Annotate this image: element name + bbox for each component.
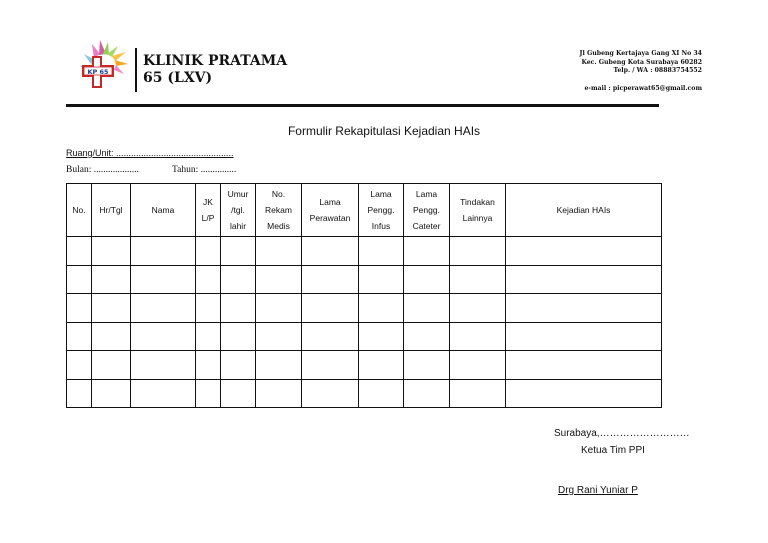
column-header-line: Umur	[227, 189, 249, 199]
table-cell[interactable]	[92, 351, 131, 380]
table-cell[interactable]	[196, 322, 221, 351]
table-cell[interactable]	[302, 351, 359, 380]
column-header	[92, 184, 131, 237]
column-header	[131, 184, 196, 237]
column-header-line: lahir	[229, 221, 247, 231]
column-header-line: Perawatan	[309, 213, 351, 223]
table-cell[interactable]	[131, 294, 196, 323]
table-cell[interactable]	[196, 265, 221, 294]
table-cell[interactable]	[450, 322, 506, 351]
table-cell[interactable]	[67, 265, 92, 294]
column-header-line: No.	[271, 189, 286, 199]
table-cell[interactable]	[196, 294, 221, 323]
address-city: Kec. Gubeng Kota Surabaya 60282	[581, 58, 702, 66]
column-header-line: Pengg.	[367, 205, 395, 215]
tahun-field[interactable]: Tahun: ...............	[172, 165, 237, 175]
table-cell[interactable]	[256, 265, 302, 294]
table-cell[interactable]	[359, 294, 404, 323]
bulan-field[interactable]: Bulan: ...................	[66, 165, 139, 175]
table-cell[interactable]	[256, 237, 302, 266]
table-cell[interactable]	[506, 294, 662, 323]
table-row	[67, 322, 662, 351]
column-header-line: Kejadian HAIs	[556, 205, 611, 215]
table-cell[interactable]	[256, 322, 302, 351]
column-header	[506, 184, 662, 237]
column-header	[302, 184, 359, 237]
clinic-name-line2: 65 (LXV)	[143, 70, 213, 86]
table-cell[interactable]	[92, 237, 131, 266]
column-header-line: L/P	[201, 213, 215, 223]
column-header-line: Rekam	[265, 205, 292, 215]
address-phone: Telp. / WA : 08883754552	[613, 67, 702, 74]
header-rule	[66, 104, 659, 107]
table-cell[interactable]	[359, 322, 404, 351]
column-header-line: Medis	[267, 221, 290, 231]
table-cell[interactable]	[92, 265, 131, 294]
table-cell[interactable]	[131, 322, 196, 351]
table-cell[interactable]	[221, 237, 256, 266]
table-cell[interactable]	[67, 294, 92, 323]
table-cell[interactable]	[450, 294, 506, 323]
table-cell[interactable]	[221, 351, 256, 380]
table-row	[67, 379, 662, 408]
table-cell[interactable]	[92, 379, 131, 408]
table-cell[interactable]	[506, 379, 662, 408]
column-header-line: Hr/Tgl	[99, 205, 123, 215]
table-cell[interactable]	[302, 237, 359, 266]
table-cell[interactable]	[221, 322, 256, 351]
table-cell[interactable]	[450, 351, 506, 380]
table-cell[interactable]	[131, 351, 196, 380]
table-cell[interactable]	[506, 237, 662, 266]
table-cell[interactable]	[67, 351, 92, 380]
table-cell[interactable]	[359, 379, 404, 408]
column-header-line: JK	[203, 197, 213, 207]
table-cell[interactable]	[131, 379, 196, 408]
column-header-line: Lama	[370, 189, 392, 199]
table-cell[interactable]	[404, 265, 450, 294]
table-cell[interactable]	[67, 237, 92, 266]
column-header-line: Infus	[371, 221, 391, 231]
signature-title: Ketua Tim PPI	[581, 445, 645, 456]
column-header	[450, 184, 506, 237]
svg-text:KP 65: KP 65	[87, 68, 109, 76]
signature-place-date: Surabaya,………………………	[554, 428, 690, 439]
signature-name: Drg Rani Yuniar P	[558, 485, 638, 496]
column-header-line: /tgl.	[231, 205, 245, 215]
table-cell[interactable]	[302, 265, 359, 294]
address-street: Jl Gubeng Kertajaya Gang XI No 34	[579, 50, 702, 57]
table-cell[interactable]	[256, 379, 302, 408]
clinic-name-line1: KLINIK PRATAMA	[143, 53, 288, 69]
table-cell[interactable]	[450, 379, 506, 408]
column-header-line: Lainnya	[462, 213, 493, 223]
table-body	[67, 237, 662, 408]
rekap-table	[66, 183, 662, 408]
address-email: e-mail : picperawat65@gmail.com	[584, 84, 702, 92]
table-row	[67, 351, 662, 380]
column-header-line: Lama	[319, 197, 341, 207]
clinic-address	[580, 50, 702, 93]
table-row	[67, 265, 662, 294]
table-row	[67, 294, 662, 323]
table-cell[interactable]	[404, 322, 450, 351]
form-title: Formulir Rekapitulasi Kejadian HAIs	[287, 124, 481, 138]
table-cell[interactable]	[450, 265, 506, 294]
table-cell[interactable]	[221, 379, 256, 408]
table-row	[67, 237, 662, 266]
table-cell[interactable]	[404, 294, 450, 323]
column-header-line: Cateter	[412, 221, 441, 231]
table-cell[interactable]	[506, 265, 662, 294]
table-cell[interactable]	[359, 237, 404, 266]
column-header	[196, 184, 221, 237]
column-header-line: Nama	[151, 205, 175, 215]
table-cell[interactable]	[404, 351, 450, 380]
column-header-line: Lama	[415, 189, 438, 199]
header-vertical-divider	[135, 48, 137, 92]
column-header	[404, 184, 450, 237]
table-cell[interactable]	[196, 351, 221, 380]
table-cell[interactable]	[359, 351, 404, 380]
ruang-unit-field[interactable]: Ruang/Unit: ...............................................	[66, 148, 234, 158]
table-cell[interactable]	[131, 265, 196, 294]
table-cell[interactable]	[302, 379, 359, 408]
table-cell[interactable]	[221, 294, 256, 323]
column-header-line: No.	[72, 205, 86, 215]
column-header-line: Tindakan	[460, 197, 495, 207]
table-cell[interactable]	[506, 351, 662, 380]
column-header	[359, 184, 404, 237]
table-cell[interactable]	[302, 322, 359, 351]
column-header	[256, 184, 302, 237]
table-header-row	[67, 184, 662, 237]
table-cell[interactable]	[302, 294, 359, 323]
column-header-line: Pengg.	[413, 205, 440, 215]
table-cell[interactable]	[196, 379, 221, 408]
table-cell[interactable]	[221, 265, 256, 294]
clinic-logo	[78, 38, 134, 92]
table-cell[interactable]	[67, 322, 92, 351]
table-cell[interactable]	[506, 322, 662, 351]
column-header	[67, 184, 92, 237]
table-cell[interactable]	[404, 237, 450, 266]
table-cell[interactable]	[256, 294, 302, 323]
table-cell[interactable]	[359, 265, 404, 294]
table-cell[interactable]	[196, 237, 221, 266]
table-cell[interactable]	[256, 351, 302, 380]
column-header	[221, 184, 256, 237]
table-cell[interactable]	[131, 237, 196, 266]
table-cell[interactable]	[67, 379, 92, 408]
table-cell[interactable]	[92, 294, 131, 323]
table-cell[interactable]	[450, 237, 506, 266]
table-cell[interactable]	[404, 379, 450, 408]
table-cell[interactable]	[92, 322, 131, 351]
clinic-name	[143, 53, 287, 87]
